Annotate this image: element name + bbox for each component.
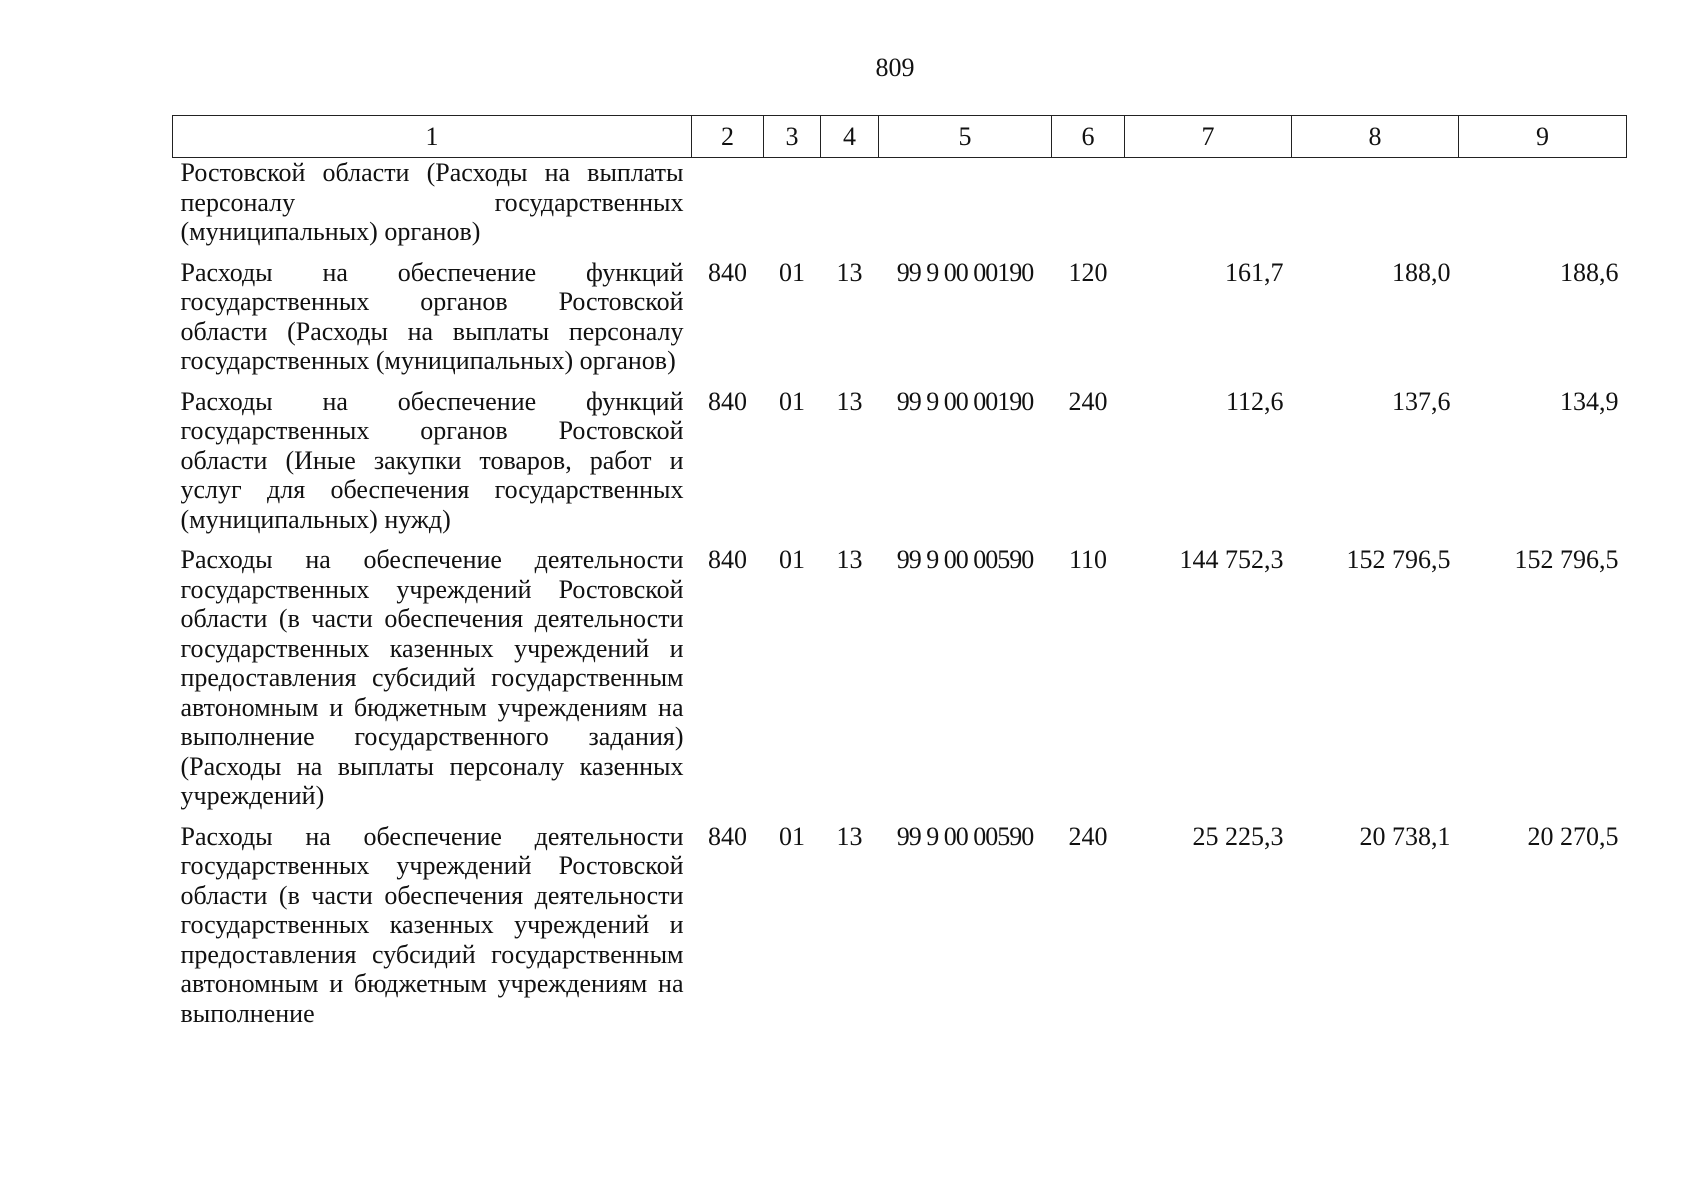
table-row <box>173 822 1627 1040</box>
cell-subsection: 13 <box>836 545 863 574</box>
cell-section: 01 <box>779 386 805 416</box>
table-row <box>173 258 1627 387</box>
cell-subsection: 13 <box>836 386 863 416</box>
budget-table <box>172 115 1627 1039</box>
cell-department: 840 <box>708 257 747 287</box>
header-col-3: 3 <box>764 116 821 158</box>
cell-amount-col7 <box>1125 158 1292 258</box>
cell-amount-col9: 134,9 <box>1560 386 1619 416</box>
cell-department: 840 <box>708 386 747 416</box>
header-row <box>173 116 1627 158</box>
cell-section: 01 <box>779 257 805 287</box>
cell-expense-type <box>1052 158 1125 258</box>
cell-amount-col7: 112,6 <box>1225 386 1284 416</box>
page-number: 809 <box>875 53 915 82</box>
cell-subsection: 13 <box>836 821 863 851</box>
row-description: Расходы на обеспечение функций государственных органов Ростовской области (Иные закупки товаров, работ и услуг для обеспечения государственных (муниципальных) нужд) <box>180 386 684 534</box>
table-row <box>173 158 1627 258</box>
cell-department: 840 <box>708 821 747 851</box>
cell-target-article: 99 9 00 00590 <box>896 821 1034 851</box>
cell-amount-col9: 20 270,5 <box>1527 821 1619 851</box>
header-col-5: 5 <box>879 116 1052 158</box>
cell-target-article: 99 9 00 00190 <box>896 386 1034 416</box>
cell-amount-col8 <box>1292 158 1459 258</box>
header-col-2: 2 <box>692 116 764 158</box>
cell-section: 01 <box>779 545 805 574</box>
cell-target-article: 99 9 00 00190 <box>896 257 1034 287</box>
cell-amount-col7: 25 225,3 <box>1192 821 1284 851</box>
cell-amount-col8: 188,0 <box>1392 257 1451 287</box>
cell-amount-col7: 161,7 <box>1225 257 1284 287</box>
table-row <box>173 545 1627 822</box>
cell-expense-type: 120 <box>1068 257 1108 287</box>
cell-amount-col9: 188,6 <box>1560 257 1619 287</box>
cell-subsection: 13 <box>836 257 863 287</box>
cell-amount-col8: 152 796,5 <box>1346 545 1451 574</box>
cell-amount-col8: 20 738,1 <box>1359 821 1451 851</box>
header-col-6: 6 <box>1052 116 1125 158</box>
cell-expense-type: 240 <box>1068 821 1108 851</box>
cell-amount-col9 <box>1459 158 1627 258</box>
row-description: Расходы на обеспечение деятельности государственных учреждений Ростовской области (в части обеспечения деятельности государственных казенных учреждений и предоставления субсидий государственным автономным и бюджетным учреждениям на выполнение <box>180 821 684 1028</box>
cell-target-article: 99 9 00 00590 <box>896 545 1034 574</box>
header-col-1: 1 <box>173 116 692 158</box>
cell-amount-col7: 144 752,3 <box>1179 545 1284 574</box>
header-col-7: 7 <box>1125 116 1292 158</box>
header-col-8: 8 <box>1292 116 1459 158</box>
cell-subsection <box>821 158 879 258</box>
cell-expense-type: 240 <box>1068 386 1108 416</box>
row-description: Расходы на обеспечение деятельности государственных учреждений Ростовской области (в части обеспечения деятельности государственных казенных учреждений и предоставления субсидий государственным автономным и бюджетным учреждениям на выполнение государственного задания) (Расходы на выплаты персоналу казенных учреждений) <box>180 545 684 810</box>
cell-amount-col9: 152 796,5 <box>1514 545 1619 574</box>
cell-department: 840 <box>708 545 747 574</box>
cell-department <box>692 158 764 258</box>
cell-section: 01 <box>779 821 805 851</box>
row-description: Расходы на обеспечение функций государственных органов Ростовской области (Расходы на выплаты персоналу государственных (муниципальных) органов) <box>180 257 684 375</box>
header-col-9: 9 <box>1459 116 1627 158</box>
header-col-4: 4 <box>821 116 879 158</box>
cell-amount-col8: 137,6 <box>1392 386 1451 416</box>
table-row <box>173 387 1627 546</box>
row-description: Ростовской области (Расходы на выплаты персоналу государственных (муниципальных) органов) <box>180 158 684 246</box>
cell-expense-type: 110 <box>1068 545 1108 574</box>
cell-target-article <box>879 158 1052 258</box>
cell-section <box>764 158 821 258</box>
